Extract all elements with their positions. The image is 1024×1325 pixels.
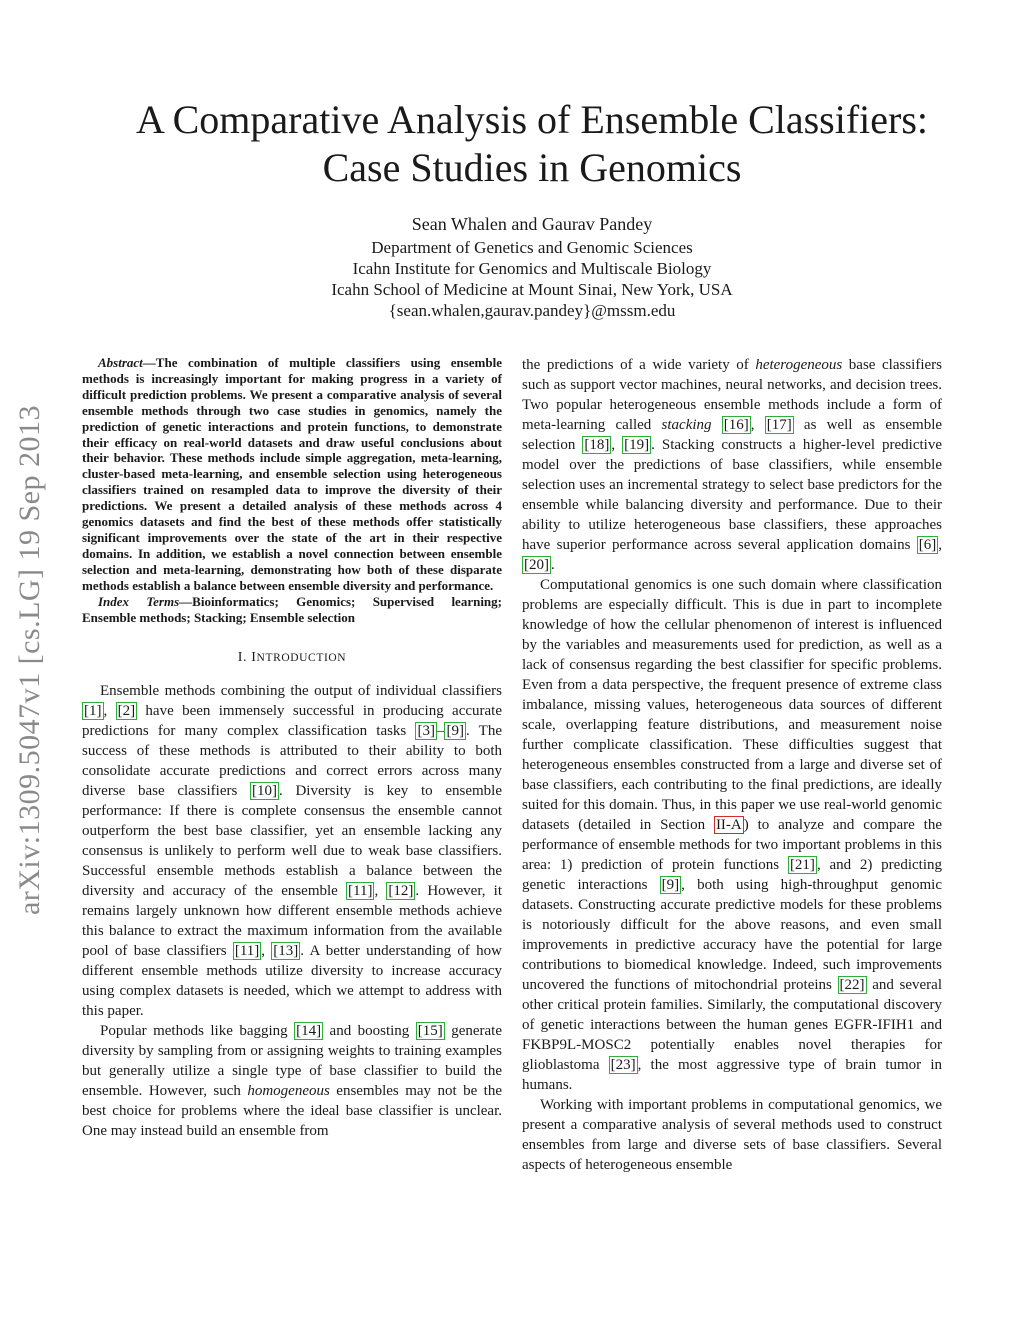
citation-link[interactable]: [16]: [723, 417, 749, 433]
citation-link[interactable]: [20]: [524, 557, 549, 573]
title-line-1: A Comparative Analysis of Ensemble Classifiers:: [135, 97, 929, 142]
citation-link[interactable]: [23]: [610, 1057, 636, 1073]
title-line-2: Case Studies in Genomics: [322, 145, 742, 190]
citation-link[interactable]: [1]: [84, 703, 102, 720]
index-terms-text: —Bioinformatics; Genomics; Supervised learning; Ensemble methods; Stacking; Ensemble selection: [82, 593, 502, 625]
author-email: {sean.whalen,gaurav.pandey}@mssm.edu: [388, 301, 676, 320]
paper-title: [60, 96, 1004, 192]
citation-link[interactable]: [14]: [296, 1023, 322, 1040]
arxiv-watermark: arXiv:1309.5047v1 [cs.LG] 19 Sep 2013: [13, 404, 46, 916]
intro-paragraph-1: Ensemble methods combining the output of individual classifiers [1] , [2] have been immensely successful in producing accurate predictions for many complex classification tasks [3] – [9] . The success of these methods is attributed to their ability to both consolidate accurate predictions and correct errors across many diverse base classifiers [10] . Diversity is key to ensemble performance: If there is complete consensus the ensemble cannot outperform the best base classifier, yet an ensemble lacking any consensus is unlikely to perform well due to weak base classifiers. Successful ensemble methods establish a balance between the diversity and accuracy of the ensemble [11] , [12] . However, it remains largely unknown how different ensemble methods achieve this balance to extract the maximum information from the available pool of base classifiers [11] , [13] . A better understanding of how different ensemble methods utilize diversity to increase accuracy using complex datasets is needed, which we attempt to address with this paper.: [82, 683, 502, 1020]
intro-paragraph-3: Computational genomics is one such domain where classification problems are especially difficult. This is due in part to incomplete knowledge of how the cellular phenomenon of interest is influenced by the variables and measurements used for prediction, as well as a lack of consensus regarding the best classifier for specific problems. Even from a data perspective, the frequent presence of extreme class imbalance, missing values, heterogeneous data sources of different scale, overlapping feature distributions, and measurement noise further complicate classification. These difficulties suggest that heterogeneous ensembles constructed from a large and diverse set of base classifiers, each contributing to the final predictions, are ideally suited for this domain. Thus, in this paper we use real-world genomic datasets (detailed in Section II-A ) to analyze and compare the performance of ensemble methods for two important problems in this area: 1) prediction of protein functions [21] , and 2) predicting genetic interactions [9] , both using high-throughput genomic datasets. Constructing accurate predictive models for these problems is notoriously difficult for the above reasons, and even small improvements in predictive accuracy have the potential for large contributions to biomedical knowledge. Indeed, such improvements uncovered the functions of mitochondrial proteins [22] and several other critical protein families. Similarly, the computational discovery of genetic interactions between the human genes EGFR-IFIH1 and FKBP9L-MOSC2 potentially enables novel therapies for glioblastoma [23] , the most aggressive type of brain tumor in humans.: [522, 577, 942, 1093]
citation-link[interactable]: [10]: [252, 783, 278, 800]
affiliation-department: Department of Genetics and Genomic Sciences: [371, 238, 693, 257]
citation-link[interactable]: [6]: [918, 537, 937, 553]
right-column: [522, 355, 942, 1175]
author-names: Sean Whalen and Gaurav Pandey: [411, 214, 653, 234]
citation-link[interactable]: [11]: [348, 883, 373, 900]
intro-paragraph-2: Popular methods like bagging [14] and boosting [15] generate diversity by sampling from or assigning weights to training examples but generally utilize a single type of base classifier to build the ensemble. However, such homogeneous ensembles may not be the best choice for problems where the ideal base classifier is unclear. One may instead build an ensemble from: [82, 1023, 503, 1140]
citation-link[interactable]: [19]: [624, 437, 650, 453]
citation-link[interactable]: [3]: [417, 723, 435, 740]
section-reference-link[interactable]: II-A: [715, 817, 742, 833]
citation-link[interactable]: [12]: [388, 883, 414, 900]
left-column: [82, 355, 502, 1141]
citation-link[interactable]: [22]: [839, 977, 865, 993]
citation-link[interactable]: [18]: [584, 437, 610, 453]
author-block: [60, 214, 1004, 321]
citation-link[interactable]: [2]: [117, 703, 136, 720]
citation-link[interactable]: [9]: [446, 723, 464, 740]
abstract-text: —The combination of multiple classifiers using ensemble methods is increasingly important for making progress in a variety of difficult prediction problems. We present a comparative analysis of several ensemble methods through two case studies in genomics, namely the prediction of genetic interactions and protein functions, to demonstrate their efficacy on real-world datasets and draw useful conclusions about their behavior. These methods include simple aggregation, meta-learning, cluster-based meta-learning, and ensemble selection using heterogeneous classifiers trained on resampled data to improve the diversity of their predictions. We present a detailed analysis of these methods across 4 genomics datasets and find the best of these methods offer statistically significant improvements over the state of the art in their respective domains. In addition, we establish a novel connection between ensemble selection and meta-learning, demonstrating how both of these disparate methods establish a balance between ensemble diversity and performance.: [82, 355, 502, 593]
citation-link[interactable]: [13]: [273, 943, 299, 960]
citation-link[interactable]: [9]: [661, 877, 680, 893]
section-heading-introduction: I. INTRODUCTION: [237, 650, 347, 666]
affiliation-institute: Icahn Institute for Genomics and Multiscale Biology: [352, 259, 712, 278]
intro-paragraph-4: Working with important problems in computational genomics, we present a comparative analysis of several methods used to construct ensembles from large and diverse sets of base classifiers. Several aspects of heterogeneous ensemble: [522, 1097, 942, 1173]
abstract-label: Abstract: [98, 355, 143, 370]
citation-link[interactable]: [15]: [417, 1023, 443, 1040]
abstract: [82, 355, 502, 625]
citation-link[interactable]: [17]: [766, 417, 792, 433]
citation-link[interactable]: [11]: [234, 943, 260, 960]
citation-link[interactable]: [21]: [789, 857, 815, 873]
affiliation-school: Icahn School of Medicine at Mount Sinai, New York, USA: [331, 280, 733, 299]
intro-paragraph-2-continued: the predictions of a wide variety of heterogeneous base classifiers such as support vector machines, neural networks, and decision trees. Two popular heterogeneous ensemble methods include a form of meta-learning called stacking [16] , [17] as well as ensemble selection [18] , [19] . Stacking constructs a higher-level predictive model over the predictions of base classifiers, while ensemble selection uses an incremental strategy to select base predictors for the ensemble while balancing diversity and performance. Due to their ability to utilize heterogeneous base classifiers, these approaches have superior performance across several application domains [6] , [20] .: [522, 357, 943, 573]
index-terms-label: Index Terms: [98, 593, 180, 609]
